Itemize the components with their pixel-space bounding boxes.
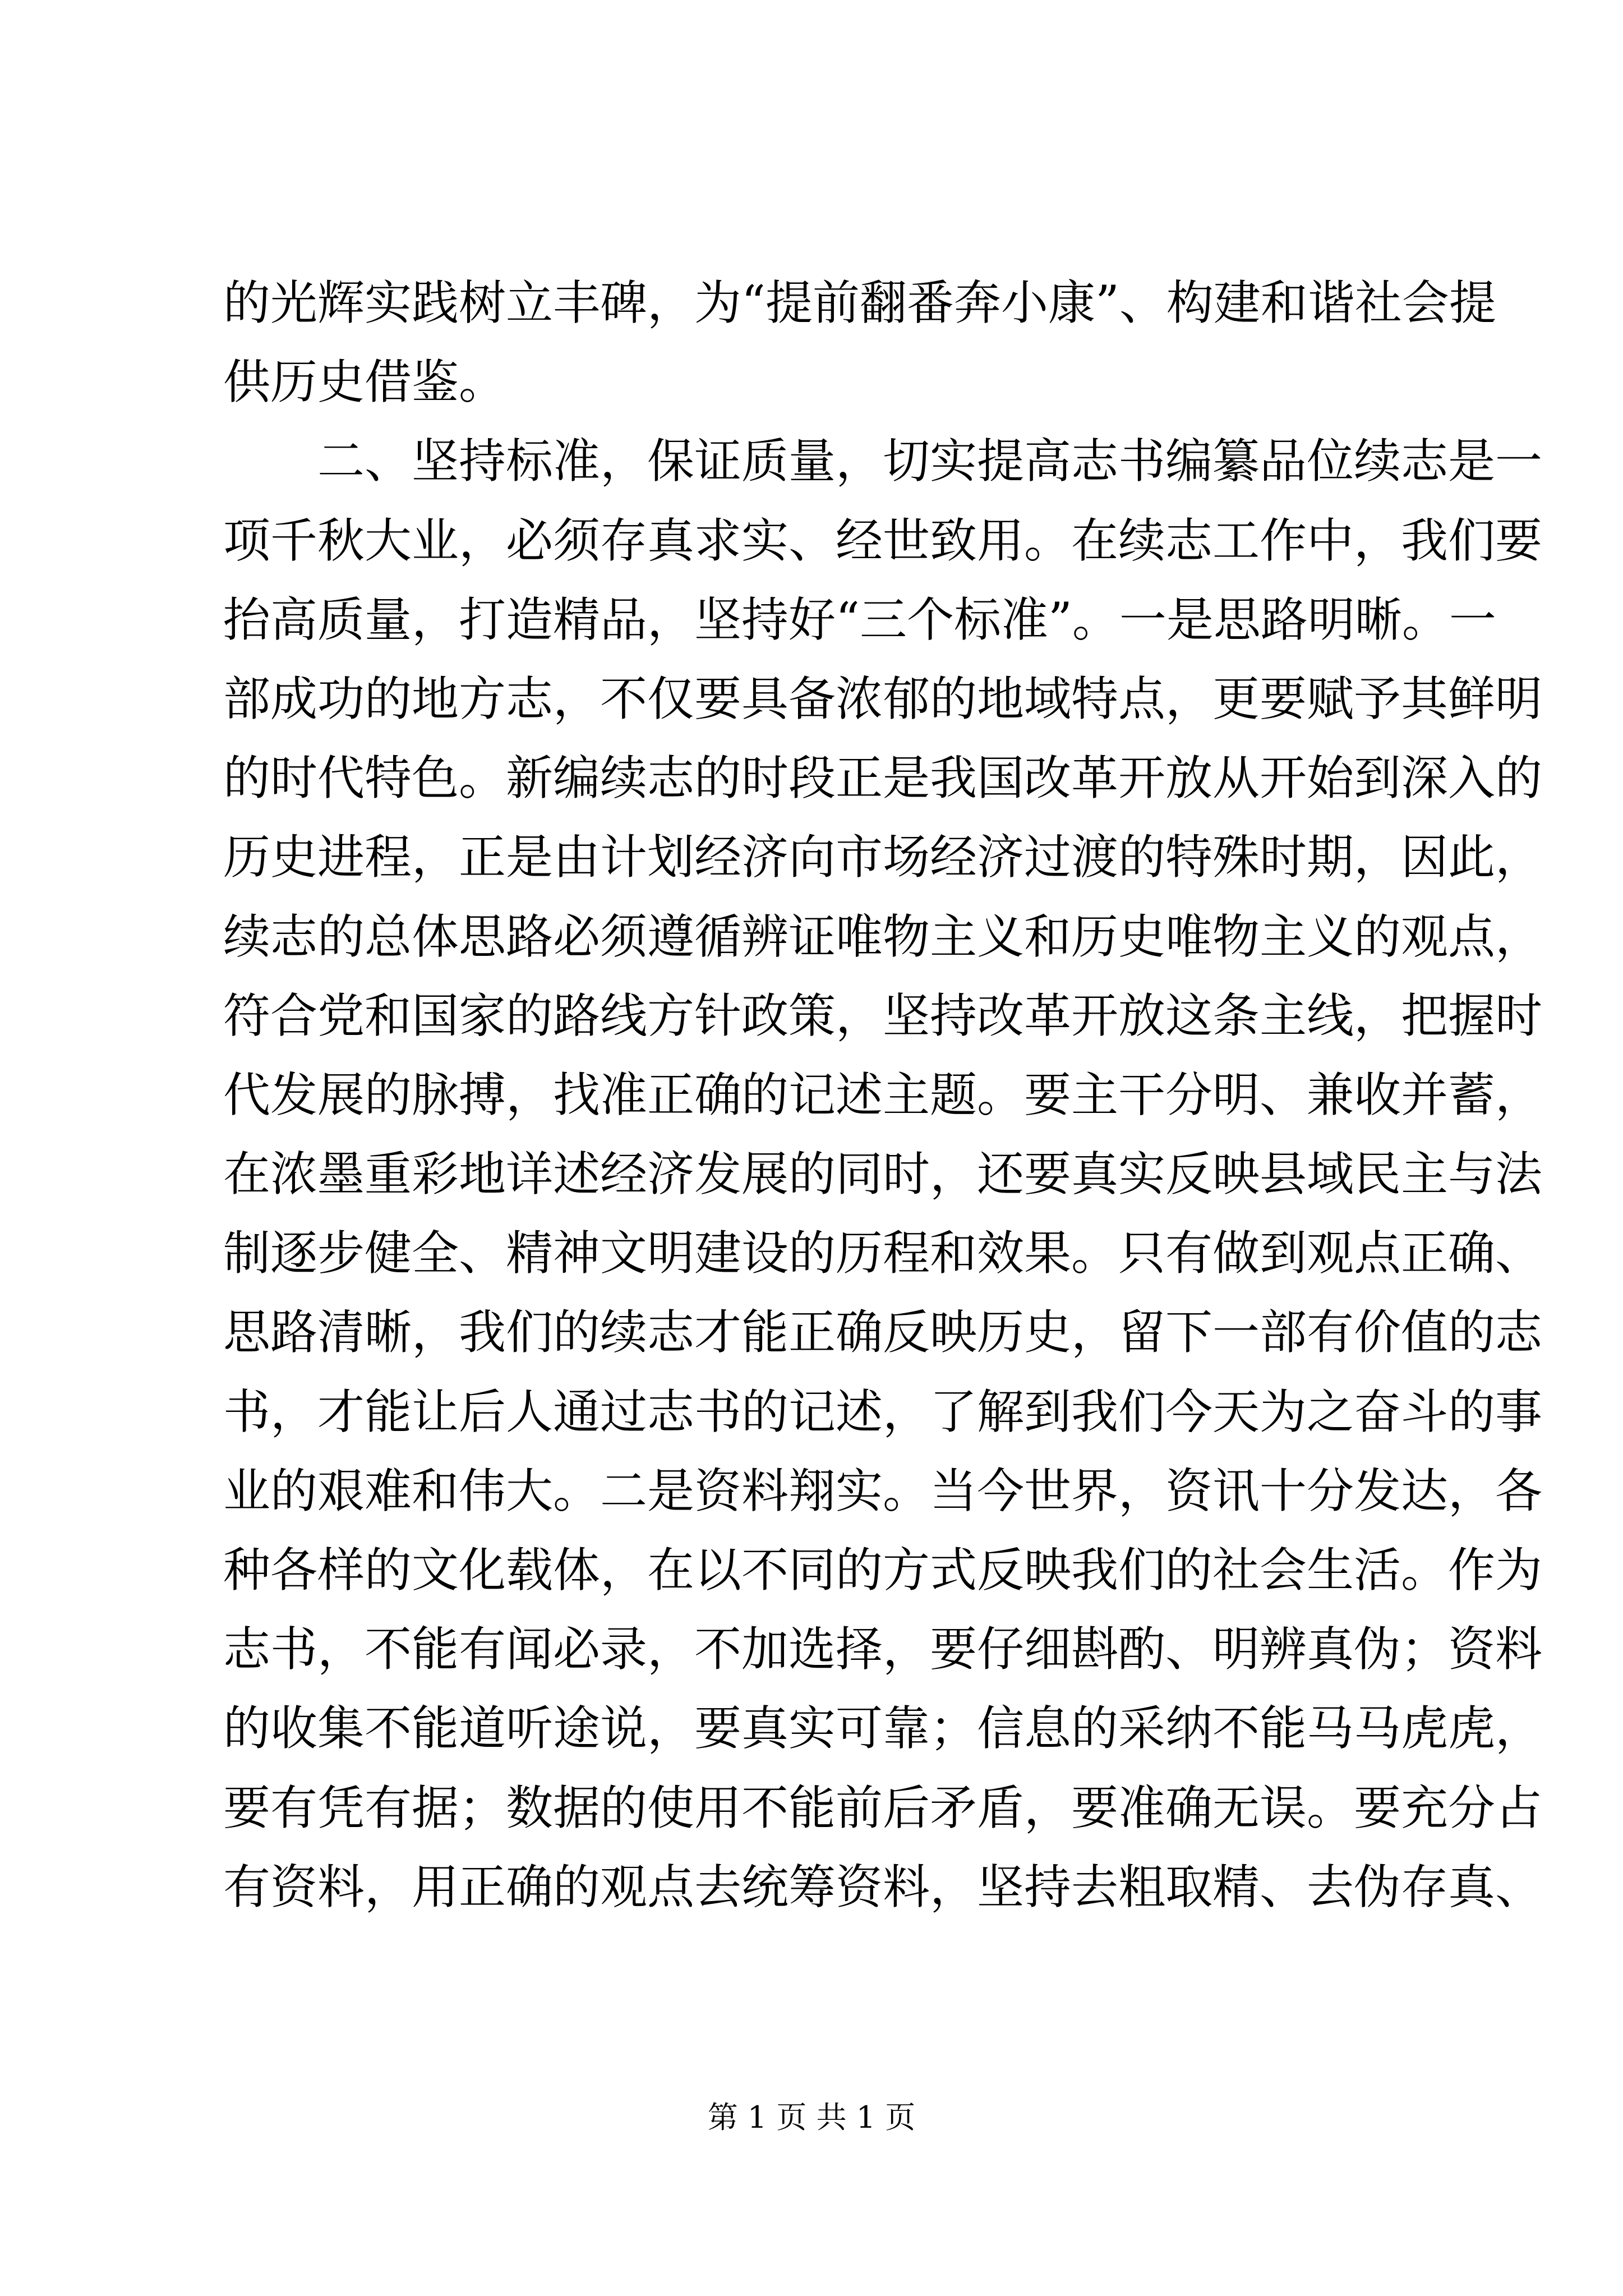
page-footer: 第 1 页 共 1 页 [707, 2100, 916, 2135]
text-line: 二、坚持标准，保证质量，切实提高志书编纂品位续志是一 [223, 434, 1543, 489]
text-line: 续志的总体思路必须遵循辨证唯物主义和历史唯物主义的观点， [223, 909, 1543, 964]
text-line: 抬高质量，打造精品，坚持好“三个标准”。一是思路明晰。一 [223, 592, 1496, 647]
text-line: 业的艰难和伟大。二是资料翔实。当今世界，资讯十分发达，各 [223, 1463, 1543, 1519]
text-line: 制逐步健全、精神文明建设的历程和效果。只有做到观点正确、 [223, 1226, 1543, 1281]
text-line: 要有凭有据；数据的使用不能前后矛盾，要准确无误。要充分占 [223, 1780, 1543, 1835]
text-line: 思路清晰，我们的续志才能正确反映历史，留下一部有价值的志 [223, 1305, 1543, 1360]
text-line: 项千秋大业，必须存真求实、经世致用。在续志工作中，我们要 [223, 513, 1543, 568]
text-line: 符合党和国家的路线方针政策，坚持改革开放这条主线，把握时 [223, 988, 1543, 1043]
text-line: 供历史借鉴。 [223, 355, 506, 410]
text-line: 的收集不能道听途说，要真实可靠；信息的采纳不能马马虎虎， [223, 1701, 1543, 1756]
body-text [223, 264, 1543, 1927]
text-line: 有资料，用正确的观点去统筹资料，坚持去粗取精、去伪存真、 [223, 1859, 1543, 1915]
text-line: 书，才能让后人通过志书的记述，了解到我们今天为之奋斗的事 [223, 1384, 1543, 1439]
text-line: 种各样的文化载体，在以不同的方式反映我们的社会生活。作为 [223, 1543, 1543, 1598]
text-line: 的时代特色。新编续志的时段正是我国改革开放从开始到深入的 [223, 751, 1543, 806]
text-line: 在浓墨重彩地详述经济发展的同时，还要真实反映县域民主与法 [223, 1147, 1543, 1202]
text-line: 志书，不能有闻必录，不加选择，要仔细斟酌、明辨真伪；资料 [223, 1622, 1543, 1677]
text-line: 的光辉实践树立丰碑，为“提前翻番奔小康”、构建和谐社会提 [223, 275, 1496, 330]
text-line: 代发展的脉搏，找准正确的记述主题。要主干分明、兼收并蓄， [223, 1067, 1543, 1122]
text-line: 部成功的地方志，不仅要具备浓郁的地域特点，更要赋予其鲜明 [223, 671, 1543, 726]
text-line: 历史进程，正是由计划经济向市场经济过渡的特殊时期，因此， [223, 830, 1543, 885]
